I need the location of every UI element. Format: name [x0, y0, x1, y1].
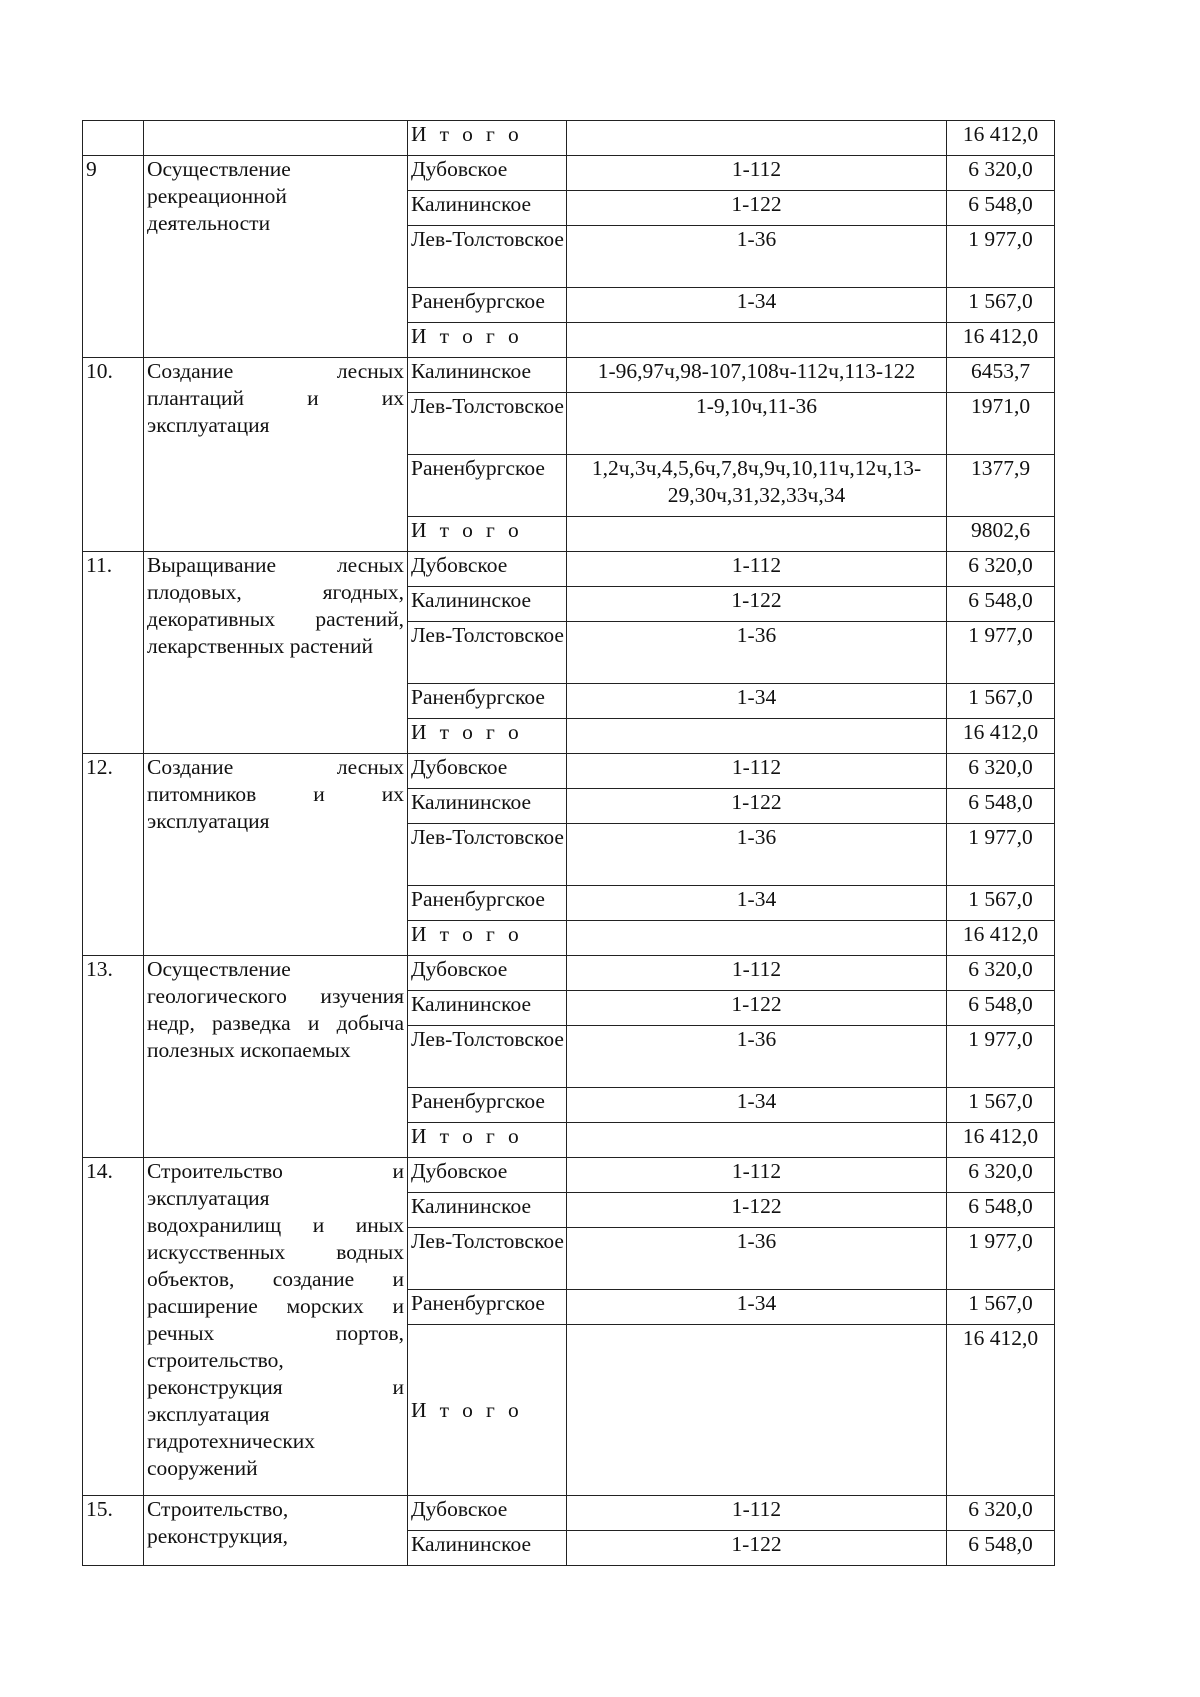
district-cell: Дубовское [408, 552, 567, 587]
blocks-cell: 1-34 [567, 1290, 947, 1325]
area-cell: 6453,7 [947, 358, 1055, 393]
section-number-cell: 10. [83, 358, 144, 552]
total-blocks-cell [567, 323, 947, 358]
section-number-cell: 15. [83, 1496, 144, 1566]
area-cell: 16 412,0 [947, 121, 1055, 156]
blocks-cell: 1-96,97ч,98-107,108ч-112ч,113-122 [567, 358, 947, 393]
area-cell: 1 977,0 [947, 824, 1055, 886]
total-label-cell: И т о г о [408, 921, 567, 956]
district-cell: Калининское [408, 358, 567, 393]
area-cell: 1 977,0 [947, 1026, 1055, 1088]
area-cell: 1 567,0 [947, 1290, 1055, 1325]
blocks-cell: 1-112 [567, 754, 947, 789]
total-area-cell: 16 412,0 [947, 1123, 1055, 1158]
area-cell: 6 320,0 [947, 1158, 1055, 1193]
district-cell: Раненбургское [408, 1290, 567, 1325]
activity-description-cell: Создание лесных питомников и их эксплуатация [144, 754, 408, 956]
district-cell: Калининское [408, 789, 567, 824]
blocks-cell: 1-36 [567, 1228, 947, 1290]
blocks-cell: 1-122 [567, 991, 947, 1026]
blocks-cell: 1-112 [567, 156, 947, 191]
area-cell: 1 977,0 [947, 622, 1055, 684]
total-label-cell: И т о г о [408, 1325, 567, 1496]
blocks-cell [567, 121, 947, 156]
district-cell: Раненбургское [408, 886, 567, 921]
district-cell: Калининское [408, 1193, 567, 1228]
total-blocks-cell [567, 517, 947, 552]
total-area-cell: 16 412,0 [947, 323, 1055, 358]
section-number-cell: 11. [83, 552, 144, 754]
blocks-cell: 1-122 [567, 191, 947, 226]
total-blocks-cell [567, 719, 947, 754]
document-table [82, 120, 1055, 1566]
district-cell: Лев-Толстовское [408, 824, 567, 886]
total-label-cell: И т о г о [408, 1123, 567, 1158]
blocks-cell: 1-122 [567, 587, 947, 622]
table-row [83, 754, 1055, 789]
total-area-cell: 16 412,0 [947, 719, 1055, 754]
blocks-cell: 1-112 [567, 956, 947, 991]
blocks-cell: 1-122 [567, 1193, 947, 1228]
table-row-carryover-total [83, 121, 1055, 156]
area-cell: 6 320,0 [947, 156, 1055, 191]
table-row [83, 1496, 1055, 1531]
section-number-cell: 9 [83, 156, 144, 358]
total-area-cell: 16 412,0 [947, 1325, 1055, 1496]
total-blocks-cell [567, 1325, 947, 1496]
district-cell: Лев-Толстовское [408, 1026, 567, 1088]
area-cell: 1 567,0 [947, 1088, 1055, 1123]
total-label-cell: И т о г о [408, 517, 567, 552]
area-cell: 6 548,0 [947, 191, 1055, 226]
section-number-cell: 12. [83, 754, 144, 956]
district-cell: Дубовское [408, 1158, 567, 1193]
activity-description-cell: Осуществление геологического изучения недр, разведка и добыча полезных ископаемых [144, 956, 408, 1158]
blocks-cell: 1-36 [567, 1026, 947, 1088]
activity-cell [144, 121, 408, 156]
blocks-cell: 1-122 [567, 789, 947, 824]
section-number-cell: 14. [83, 1158, 144, 1496]
blocks-cell: 1-112 [567, 1496, 947, 1531]
activity-description-cell: Выращивание лесных плодовых, ягодных, декоративных растений, лекарственных растений [144, 552, 408, 754]
district-cell: Дубовское [408, 1496, 567, 1531]
district-cell: Калининское [408, 991, 567, 1026]
area-cell: 6 320,0 [947, 754, 1055, 789]
area-cell: 6 320,0 [947, 956, 1055, 991]
total-blocks-cell [567, 1123, 947, 1158]
district-cell: Калининское [408, 191, 567, 226]
area-cell: 1 567,0 [947, 684, 1055, 719]
area-cell: 1377,9 [947, 455, 1055, 517]
table-row [83, 358, 1055, 393]
activity-description-cell: Осуществление рекреационной деятельности [144, 156, 408, 358]
area-cell: 6 548,0 [947, 789, 1055, 824]
blocks-cell: 1-34 [567, 1088, 947, 1123]
table-row [83, 1158, 1055, 1193]
area-cell: 1 567,0 [947, 288, 1055, 323]
total-area-cell: 9802,6 [947, 517, 1055, 552]
blocks-cell: 1-122 [567, 1531, 947, 1566]
blocks-cell: 1-36 [567, 622, 947, 684]
section-number-cell: 13. [83, 956, 144, 1158]
total-area-cell: 16 412,0 [947, 921, 1055, 956]
area-cell: 6 548,0 [947, 587, 1055, 622]
district-cell: Лев-Толстовское [408, 226, 567, 288]
district-cell: Лев-Толстовское [408, 622, 567, 684]
table-body [83, 121, 1055, 1566]
area-cell: 1971,0 [947, 393, 1055, 455]
district-cell: Раненбургское [408, 684, 567, 719]
district-cell: Дубовское [408, 956, 567, 991]
area-cell: 6 320,0 [947, 1496, 1055, 1531]
area-cell: 6 548,0 [947, 1193, 1055, 1228]
total-label-cell: И т о г о [408, 719, 567, 754]
activity-description-cell: Создание лесных плантаций и их эксплуатация [144, 358, 408, 552]
blocks-cell: 1-36 [567, 226, 947, 288]
blocks-cell: 1-36 [567, 824, 947, 886]
table-row [83, 956, 1055, 991]
district-cell: Раненбургское [408, 288, 567, 323]
blocks-cell: 1-112 [567, 1158, 947, 1193]
district-cell: Дубовское [408, 156, 567, 191]
blocks-cell: 1-34 [567, 684, 947, 719]
district-cell: Лев-Толстовское [408, 1228, 567, 1290]
district-cell: Раненбургское [408, 1088, 567, 1123]
area-cell: 1 977,0 [947, 226, 1055, 288]
district-cell: Дубовское [408, 754, 567, 789]
table-row [83, 156, 1055, 191]
activity-description-cell: Строительство и эксплуатация водохранилищ и иных искусственных водных объектов, создание и расширение морских и речных портов, строительство, реконструкция и эксплуатация гидротехнических сооружений [144, 1158, 408, 1496]
district-cell: И т о г о [408, 121, 567, 156]
blocks-cell: 1-34 [567, 886, 947, 921]
area-cell: 1 567,0 [947, 886, 1055, 921]
table-row [83, 552, 1055, 587]
total-blocks-cell [567, 921, 947, 956]
total-label-cell: И т о г о [408, 323, 567, 358]
blocks-cell: 1-112 [567, 552, 947, 587]
activity-description-cell: Строительство, реконструкция, [144, 1496, 408, 1566]
blocks-cell: 1-9,10ч,11-36 [567, 393, 947, 455]
district-cell: Калининское [408, 587, 567, 622]
area-cell: 6 320,0 [947, 552, 1055, 587]
area-cell: 6 548,0 [947, 991, 1055, 1026]
blocks-cell: 1-34 [567, 288, 947, 323]
blocks-cell: 1,2ч,3ч,4,5,6ч,7,8ч,9ч,10,11ч,12ч,13-29,30ч,31,32,33ч,34 [567, 455, 947, 517]
num-cell [83, 121, 144, 156]
district-cell: Раненбургское [408, 455, 567, 517]
area-cell: 6 548,0 [947, 1531, 1055, 1566]
area-cell: 1 977,0 [947, 1228, 1055, 1290]
district-cell: Калининское [408, 1531, 567, 1566]
district-cell: Лев-Толстовское [408, 393, 567, 455]
